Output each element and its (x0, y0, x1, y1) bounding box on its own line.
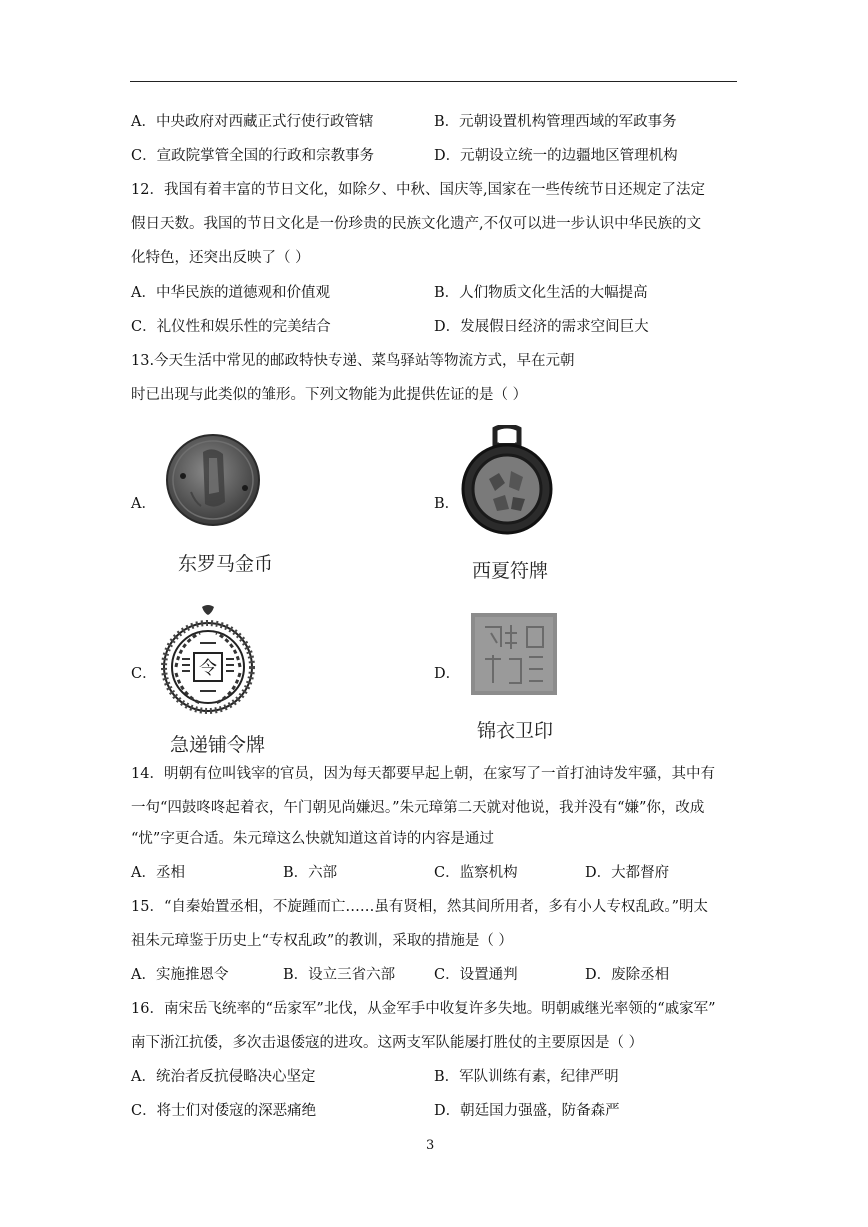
q13-stem-line-2: 时已出现与此类似的雏形。下列文物能为此提供佐证的是（ ） (131, 387, 528, 403)
q12-option-b: B．人们物质文化生活的大幅提高 (434, 285, 648, 301)
q16-option-d: D．朝廷国力强盛，防备森严 (434, 1103, 620, 1119)
q11-option-b: B．元朝设置机构管理西域的军政事务 (434, 114, 677, 130)
q15-option-c: C．设置通判 (434, 967, 518, 983)
q15-stem-line-1: 15．“自秦始置丞相，不旋踵而亡……虽有贤相，然其间所用者，多有小人专权乱政。”明太 (131, 899, 709, 915)
header-rule (130, 81, 737, 82)
q15-option-d: D．废除丞相 (585, 967, 670, 983)
q14-option-b: B．六部 (283, 865, 338, 881)
embroidered-guard-seal-image (471, 613, 557, 695)
q14-option-a: A．丞相 (131, 865, 185, 881)
q13-option-c-caption: 急递铺令牌 (170, 734, 266, 756)
q15-option-a: A．实施推恩令 (131, 967, 229, 983)
q13-option-d-caption: 锦衣卫印 (477, 720, 554, 742)
q15-option-b: B．设立三省六部 (283, 967, 396, 983)
q13-option-b-label: B． (434, 496, 460, 512)
q14-option-d: D．大都督府 (585, 865, 670, 881)
q12-stem-line-3: 化特色，还突出反映了（ ） (131, 250, 310, 266)
q11-option-d: D．元朝设立统一的边疆地区管理机构 (434, 148, 678, 164)
q12-stem-line-2: 假日天数。我国的节日文化是一份珍贵的民族文化遗产,不仅可以进一步认识中华民族的文 (131, 216, 702, 232)
q16-option-b: B．军队训练有素，纪律严明 (434, 1069, 619, 1085)
q13-option-b-caption: 西夏符牌 (472, 560, 549, 582)
q13-option-a-label: A． (131, 496, 156, 512)
q14-stem-line-3: “忧”字更合适。朱元璋这么快就知道这首诗的内容是通过 (131, 831, 494, 847)
q13-option-d-label: D． (434, 666, 461, 682)
relay-token-image (160, 603, 256, 718)
q14-stem-line-1: 14．明朝有位叫钱宰的官员，因为每天都要早起上朝，在家写了一首打油诗发牢骚，其中有 (131, 766, 715, 782)
q11-option-a: A．中央政府对西藏正式行使行政管辖 (131, 114, 374, 130)
q13-option-a-caption: 东罗马金币 (178, 553, 274, 575)
q16-stem-line-2: 南下浙江抗倭，多次击退倭寇的进攻。这两支军队能屡打胜仗的主要原因是（ ） (131, 1035, 644, 1051)
western-xia-tablet-image (459, 425, 555, 535)
q15-stem-line-2: 祖朱元璋鉴于历史上“专权乱政”的教训，采取的措施是（ ） (131, 933, 513, 949)
q13-option-c-label: C． (131, 666, 157, 682)
relay-token-seal-character: 令 (199, 658, 217, 679)
q16-option-c: C．将士们对倭寇的深恶痛绝 (131, 1103, 317, 1119)
q16-option-a: A．统治者反抗侵略决心坚定 (131, 1069, 316, 1085)
q14-option-c: C．监察机构 (434, 865, 518, 881)
q12-option-c: C．礼仪性和娱乐性的完美结合 (131, 319, 331, 335)
page-number: 3 (426, 1138, 435, 1153)
q14-stem-line-2: 一句“四鼓咚咚起着衣，午门朝见尚嫌迟。”朱元璋第二天就对他说，我并没有“嫌”你，改成 (131, 800, 705, 816)
q13-stem-line-1: 13.今天生活中常见的邮政特快专递、菜鸟驿站等物流方式，早在元朝 (131, 353, 575, 369)
q12-stem-line-1: 12．我国有着丰富的节日文化，如除夕、中秋、国庆等,国家在一些传统节日还规定了法定 (131, 182, 706, 198)
q12-option-d: D．发展假日经济的需求空间巨大 (434, 319, 649, 335)
q12-option-a: A．中华民族的道德观和价值观 (131, 285, 330, 301)
q16-stem-line-1: 16．南宋岳飞统率的“岳家军”北伐，从金军手中收复许多失地。明朝戚继光率领的“戚家军” (131, 1001, 716, 1017)
q11-option-c: C．宣政院掌管全国的行政和宗教事务 (131, 148, 375, 164)
byzantine-coin-image (165, 432, 261, 528)
